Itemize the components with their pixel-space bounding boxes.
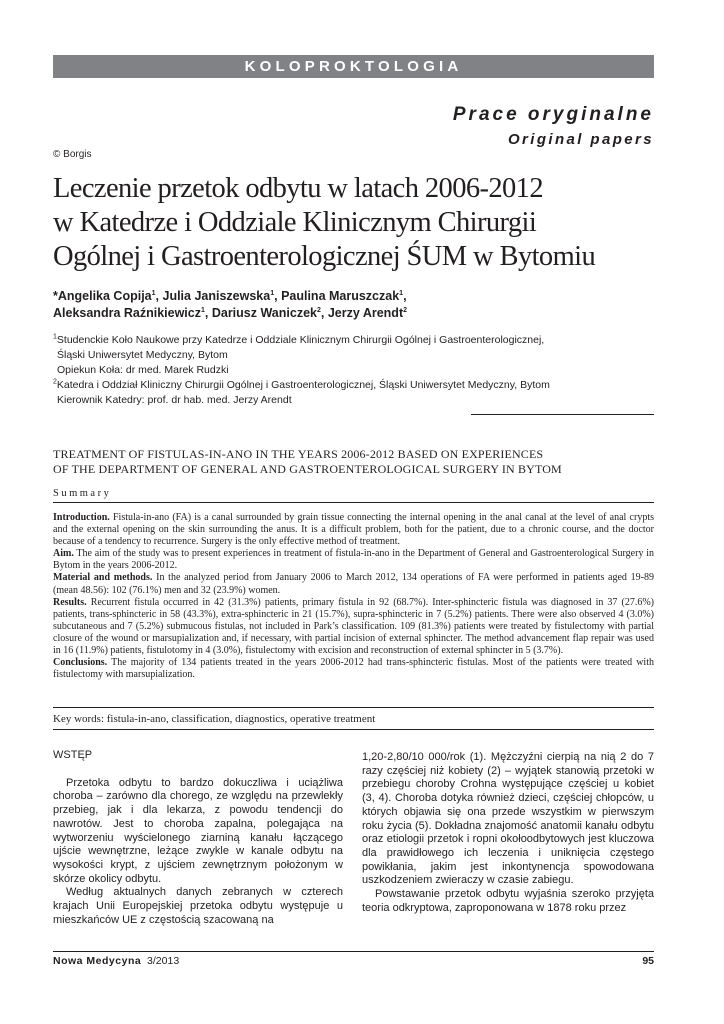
author-affiliation-mark: 1	[200, 306, 205, 314]
journal-footer	[53, 955, 179, 967]
affiliation-text: Śląski Uniwersytet Medyczny, Bytom	[57, 349, 228, 361]
author-affiliation-mark: 1	[151, 289, 156, 297]
page-number: 95	[642, 955, 654, 967]
summary-heading: Summary	[53, 488, 112, 499]
abstract-label: Aim.	[53, 548, 74, 560]
affiliation-line	[53, 333, 550, 348]
body-column-left	[53, 749, 343, 927]
affiliation-line	[53, 393, 550, 408]
journal-issue: 3/2013	[147, 955, 180, 967]
abstract-text: The majority of 134 patients treated in the years 2006-2012 had trans-sphincteric fistulas. Most of the patients were treated with fistulectomy with marsupialization.	[53, 657, 654, 681]
author-separator: ,	[320, 306, 328, 320]
author-separator: ,	[403, 289, 407, 303]
abstract-text: In the analyzed period from January 2006 to March 2012, 134 operations of FA were performed in patients aged 19-89 (mean 48.56): 102 (76.1%) men and 32 (23.9%) women.	[53, 572, 654, 596]
journal-name: Nowa Medycyna	[53, 955, 142, 967]
abstract	[53, 512, 654, 681]
copyright-notice: © Borgis	[53, 149, 92, 160]
abstract-methods	[53, 572, 654, 596]
title-line: w Katedrze i Oddziale Klinicznym Chirurgii	[53, 207, 537, 238]
abstract-label: Material and methods.	[53, 572, 153, 584]
body-paragraph: Według aktualnych danych zebranych w czterech krajach Unii Europejskiej przetoka odbytu występuje u mieszkańców UE z częstością szacowaną na	[53, 886, 343, 926]
author-affiliation-mark: 1	[399, 289, 404, 297]
author-affiliation-mark: 2	[403, 306, 408, 314]
affiliation-text: Katedra i Oddział Kliniczny Chirurgii Ogólnej i Gastroenterologicznej, Śląski Uniwersytet Medyczny, Bytom	[56, 379, 550, 391]
keywords-bottom-rule	[53, 729, 654, 730]
abstract-text: The aim of the study was to present experiences in treatment of fistula-in-ano in the Department of General and Gastroenterological Surgery in Bytom in the years 2006-2012.	[53, 548, 654, 572]
affiliation-mark: 2	[53, 378, 57, 386]
paper-type-polish: Prace oryginalne	[452, 104, 654, 125]
english-title-line: TREATMENT OF FISTULAS-IN-ANO IN THE YEARS 2006-2012 BASED ON EXPERIENCES	[53, 447, 544, 461]
body-paragraph-continued: 1,20-2,80/10 000/rok (1). Mężczyźni cierpią na nią 2 do 7 razy częściej niż kobiety (2) – wyjątek stanowią przetoki w przebiegu choroby Crohna występujące częściej u kobiet (3, 4). Choroba dotyka również dzieci, częściej chłopców, u których objawia się ona przede wszystkim w pierwszym roku życia (5). Dokładna znajomość anatomii kanału odbytu oraz etiologii przetok i ropni okołoodbytowych jest kluczowa dla prawidłowego ich leczenia i uniknięcia częstego powikłania, jakim jest inkontynencja spowodowana uszkodzeniem zwieraczy w czasie zabiegu.	[362, 751, 654, 887]
affiliation-line	[53, 348, 550, 363]
abstract-results	[53, 597, 654, 657]
title-line: Leczenie przetok odbytu w latach 2006-2012	[53, 173, 543, 204]
author-separator: ,	[274, 289, 282, 303]
author-affiliation-mark: 2	[316, 306, 321, 314]
author-line	[53, 305, 407, 322]
affiliation-text: Kierownik Katedry: prof. dr hab. med. Jerzy Arendt	[57, 394, 292, 406]
affiliation-text: Studenckie Koło Naukowe przy Katedrze i Oddziale Klinicznym Chirurgii Ogólnej i Gastroenterologicznej,	[56, 334, 545, 346]
body-paragraph: Powstawanie przetok odbytu wyjaśnia szeroko przyjęta teoria odkryptowa, zaproponowana w 1878 roku przez	[362, 888, 654, 914]
section-heading-introduction: WSTĘP	[53, 749, 93, 761]
abstract-aim	[53, 548, 654, 572]
author-name: Dariusz Waniczek	[211, 306, 317, 320]
section-banner: KOLOPROKTOLOGIA	[53, 55, 654, 78]
affiliation-line	[53, 363, 550, 378]
author-list	[53, 288, 407, 322]
author-affiliation-mark: 1	[270, 289, 275, 297]
author-name: Jerzy Arendt	[327, 306, 404, 320]
affiliations	[53, 333, 550, 408]
abstract-introduction	[53, 512, 654, 548]
paper-type-english: Original papers	[507, 131, 654, 148]
abstract-label: Results.	[53, 596, 87, 608]
affiliation-text: Opiekun Koła: dr med. Marek Rudzki	[57, 364, 229, 376]
author-separator: ,	[155, 289, 163, 303]
title-line: Ogólnej i Gastroenterologicznej ŚUM w Bytomiu	[53, 241, 596, 272]
abstract-conclusions	[53, 657, 654, 681]
author-name: Julia Janiszewska	[162, 289, 271, 303]
author-separator: ,	[204, 306, 212, 320]
author-name: Aleksandra Raźnikiewicz	[53, 306, 201, 320]
abstract-label: Conclusions.	[53, 657, 108, 669]
keywords-top-rule	[53, 707, 654, 708]
abstract-text: Fistula-in-ano (FA) is a canal surrounded by grain tissue connecting the internal opening in the anal canal at the level of anal crypts and the external opening on the skin surrounding the anus. It is a difficult problem, both for the patient, due to a chronic course, and the doctor because of a tendency to recurrence. Surgery is the only effective method of treatment.	[53, 512, 654, 548]
affiliation-divider	[471, 414, 654, 415]
abstract-label: Introduction.	[53, 512, 110, 523]
footer-rule	[53, 951, 654, 952]
english-title	[53, 447, 562, 477]
body-column-right	[362, 751, 654, 915]
summary-top-rule	[53, 502, 654, 503]
abstract-text: Recurrent fistula occurred in 42 (31.3%) patients, primary fistula in 92 (68.7%). Inter-sphincteric fistula was diagnosed in 37 (27.6%) patients, trans-sphincteric in 58 (43.3%), extra-sphincteric in 21 (15.7%), supra-sphincteric in 7 (5.2%) patients. There were also observed 4 (3.0%) subcutaneous and 7 (5.2%) submucous fistulas, not included in Park’s classification. 109 (81.3%) patients were treated by fistulectomy with partial closure of the wound or marsupialization and, if necessary, with partial incision of external sphincter. The method advancement flap repair was used in 16 (11.9%) patients, fistulotomy in 4 (3.0%), fistulectomy with excision and reconstruction of external sphincter in 5 (3.7%).	[53, 596, 654, 657]
author-name: Paulina Maruszczak	[281, 289, 400, 303]
author-line	[53, 288, 407, 305]
affiliation-line	[53, 378, 550, 393]
body-paragraph: Przetoka odbytu to bardzo dokuczliwa i uciążliwa choroba – zarówno dla chorego, ze względu na przewlekły przebieg, jak i dla lekarza, z powodu tendencji do nawrotów. Jest to choroba zapalna, polegająca na wytworzeniu wyścielonego ziarniną kanału łączącego ujście wewnętrzne, leżące zwykle w kanale odbytu na wysokości krypt, z ujściem zewnętrznym położonym w skórze okolicy odbytu.	[53, 776, 343, 885]
author-name: *Angelika Copija	[53, 289, 152, 303]
article-title	[53, 172, 673, 274]
keywords: Key words: fistula-in-ano, classification, diagnostics, operative treatment	[53, 713, 376, 725]
affiliation-mark: 1	[53, 333, 57, 341]
english-title-line: OF THE DEPARTMENT OF GENERAL AND GASTROENTEROLOGICAL SURGERY IN BYTOM	[53, 462, 562, 476]
